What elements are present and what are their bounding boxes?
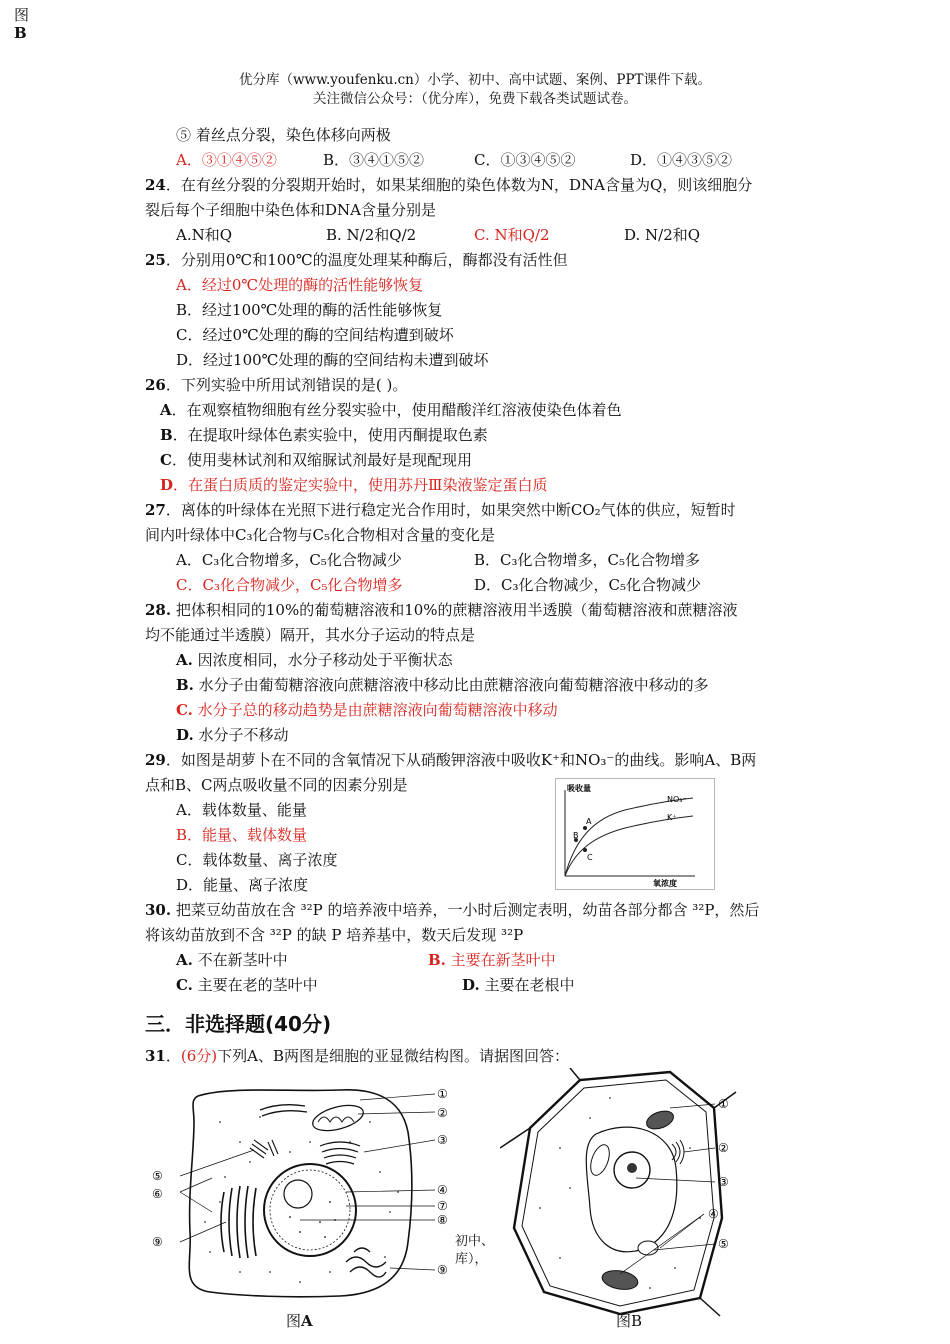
- header-line1: 优分库（www.youfenku.cn）小学、初中、高中试题、案例、PPT课件下载。: [238, 72, 712, 88]
- q24-option-c: C. N和Q/2: [474, 226, 550, 244]
- neighbor-wall-3: [700, 1298, 720, 1316]
- q30-option-b: B. 主要在新茎叶中: [428, 951, 556, 969]
- point-label-a: A: [586, 817, 592, 826]
- header-line2: 关注微信公众号：（优分库），免费下载各类试题试卷。: [313, 91, 637, 107]
- q31-number: 31: [145, 1047, 166, 1065]
- q23-option-c: C．①③④⑤②: [474, 151, 576, 169]
- q23-option-d: D．①④③⑤②: [630, 151, 733, 169]
- point-label-c: C: [587, 853, 593, 862]
- q29-option-b: B．能量、载体数量: [176, 826, 308, 844]
- q26-option-b: B．在提取叶绿体色素实验中，使用丙酮提取色素: [160, 426, 488, 444]
- q26-option-a: A．在观察植物细胞有丝分裂实验中，使用醋酸洋红溶液使染色体着色: [160, 401, 622, 419]
- q28-option-d: D. 水分子不移动: [176, 726, 289, 744]
- q27-number: 27: [145, 501, 166, 519]
- q24-option-b: B. N/2和Q/2: [326, 226, 417, 244]
- q28-option-c: C. 水分子总的移动趋势是由蔗糖溶液向葡萄糖溶液中移动: [176, 701, 558, 719]
- q27-option-b: B．C₃化合物增多，C₅化合物增多: [474, 551, 701, 569]
- q24-number: 24: [145, 176, 166, 194]
- q24-option-a: A.N和Q: [176, 226, 233, 244]
- q28-option-a: A. 因浓度相同，水分子移动处于平衡状态: [176, 651, 453, 669]
- svg-text:④: ④: [708, 1207, 719, 1221]
- figure-a-animal-cell: [150, 1082, 462, 1304]
- svg-text:②: ②: [718, 1141, 729, 1155]
- section-title: 三．非选择题(40分): [145, 1012, 332, 1036]
- graph-xlabel: 氧浓度: [653, 879, 677, 888]
- q30-stem: 30. 把菜豆幼苗放在含 ³²P 的培养液中培养，一小时后测定表明，幼苗各部分都含 ³²P，然后: [145, 901, 760, 919]
- svg-text:⑦: ⑦: [437, 1199, 448, 1213]
- svg-text:③: ③: [437, 1133, 448, 1147]
- q30-option-a: A. 不在新茎叶中: [176, 951, 288, 969]
- q29-option-a: A．载体数量、能量: [176, 801, 307, 819]
- svg-text:⑧: ⑧: [437, 1213, 448, 1227]
- series-label-k: K⁺: [667, 813, 677, 822]
- q27-option-c: C．C₃化合物减少，C₅化合物增多: [176, 576, 403, 594]
- q25-option-d: D．经过100℃处理的酶的空间结构未遭到破坏: [176, 351, 489, 369]
- q26-stem: 26．下列实验中所用试剂错误的是( )。: [145, 376, 408, 394]
- q24-stem-line2: 裂后每个子细胞中染色体和DNA含量分别是: [145, 201, 436, 219]
- q25-number: 25: [145, 251, 166, 269]
- q28-number: 28.: [145, 601, 172, 619]
- svg-text:①: ①: [718, 1097, 729, 1111]
- q31-stem: 31．(6分)下列A、B两图是细胞的亚显微结构图。请据图回答：: [145, 1047, 569, 1065]
- q31-score: (6分): [180, 1047, 218, 1065]
- neighbor-wall-4: [570, 1068, 580, 1080]
- q28-stem-line2: 均不能通过半透膜）隔开，其水分子运动的特点是: [145, 626, 476, 644]
- q25-option-c: C．经过0℃处理的酶的空间结构遭到破坏: [176, 326, 454, 344]
- figure-b-caption: 图B: [616, 1312, 643, 1330]
- q23-option-a: A．③①④⑤②: [176, 151, 277, 169]
- overlap-text-1: 初中、: [455, 1234, 495, 1249]
- q23-item5: ⑤ 着丝点分裂，染色体移向两极: [176, 126, 391, 144]
- q25-option-a: A．经过0℃处理的酶的活性能够恢复: [176, 276, 424, 294]
- q28-stem: 28. 把体积相同的10%的葡萄糖溶液和10%的蔗糖溶液用半透膜（葡萄糖溶液和蔗糖溶液: [145, 601, 738, 619]
- svg-text:⑨: ⑨: [437, 1263, 448, 1277]
- q26-number: 26: [145, 376, 166, 394]
- graph-frame: [556, 779, 715, 890]
- q30-stem-line2: 将该幼苗放到不含 ³²P 的缺 P 培养基中，数天后发现 ³²P: [145, 926, 524, 944]
- svg-text:⑤: ⑤: [152, 1169, 163, 1183]
- figure-a-caption: 图A: [286, 1312, 313, 1330]
- q24-option-d: D. N/2和Q: [624, 226, 701, 244]
- curve-k: [565, 816, 693, 876]
- q27-option-d: D．C₃化合物减少，C₅化合物减少: [474, 576, 702, 594]
- svg-text:②: ②: [437, 1106, 448, 1120]
- figure-b-plant-cell: [500, 1068, 740, 1318]
- q29-number: 29: [145, 751, 166, 769]
- curve-no3: [565, 798, 693, 876]
- q30-option-c: C. 主要在老的茎叶中: [176, 976, 318, 994]
- q29-stem-line2: 点和B、C两点吸收量不同的因素分别是: [145, 776, 408, 794]
- q26-option-d: D．在蛋白质质的鉴定实验中，使用苏丹Ⅲ染液鉴定蛋白质: [160, 476, 548, 494]
- svg-text:③: ③: [718, 1175, 729, 1189]
- q27-stem: 27．离体的叶绿体在光照下进行稳定光合作用时，如果突然中断CO₂气体的供应，短暂时: [145, 501, 736, 519]
- q29-option-c: C．载体数量、离子浓度: [176, 851, 338, 869]
- overlap-text-2: 库），: [455, 1252, 488, 1267]
- q25-option-b: B．经过100℃处理的酶的活性能够恢复: [176, 301, 443, 319]
- svg-text:⑤: ⑤: [718, 1237, 729, 1251]
- nucleolus-a: [284, 1180, 312, 1208]
- svg-text:⑥: ⑥: [152, 1187, 163, 1201]
- q27-option-a: A．C₃化合物增多，C₅化合物减少: [176, 551, 402, 569]
- q27-stem-line2: 间内叶绿体中C₃化合物与C₅化合物相对含量的变化是: [145, 526, 495, 544]
- q28-option-b: B. 水分子由葡萄糖溶液向蔗糖溶液中移动比由蔗糖溶液向葡萄糖溶液中移动的多: [176, 676, 709, 694]
- neighbor-wall-1: [500, 1128, 530, 1148]
- nucleolus-b: [627, 1163, 637, 1173]
- q29-option-d: D．能量、离子浓度: [176, 876, 309, 894]
- corner-letter: B: [14, 24, 27, 42]
- svg-text:⑨: ⑨: [152, 1235, 163, 1249]
- svg-text:④: ④: [437, 1183, 448, 1197]
- mitochondrion-b-2: [638, 1241, 658, 1255]
- q30-option-d: D. 主要在老根中: [462, 976, 575, 994]
- q30-number: 30.: [145, 901, 172, 919]
- q25-stem: 25．分别用0℃和100℃的温度处理某种酶后，酶都没有活性但: [145, 251, 568, 269]
- q29-stem: 29．如图是胡萝卜在不同的含氧情况下从硝酸钾溶液中吸收K⁺和NO₃⁻的曲线。影响A、B两: [145, 751, 757, 769]
- series-label-no3: NO₃⁻: [667, 795, 687, 804]
- q26-option-c: C．使用斐林试剂和双缩脲试剂最好是现配现用: [160, 451, 472, 469]
- q23-option-b: B．③④①⑤②: [323, 151, 425, 169]
- svg-text:①: ①: [437, 1087, 448, 1101]
- point-label-b: B: [573, 831, 579, 840]
- point-c: [583, 848, 587, 852]
- q24-stem: 24．在有丝分裂的分裂期开始时，如果某细胞的染色体数为N，DNA含量为Q，则该细胞分: [145, 176, 753, 194]
- q29-graph: [555, 778, 715, 890]
- nucleus-a: [264, 1164, 356, 1256]
- graph-ylabel: 吸收量: [567, 784, 591, 793]
- point-a: [583, 826, 587, 830]
- corner-label: 图: [14, 6, 30, 24]
